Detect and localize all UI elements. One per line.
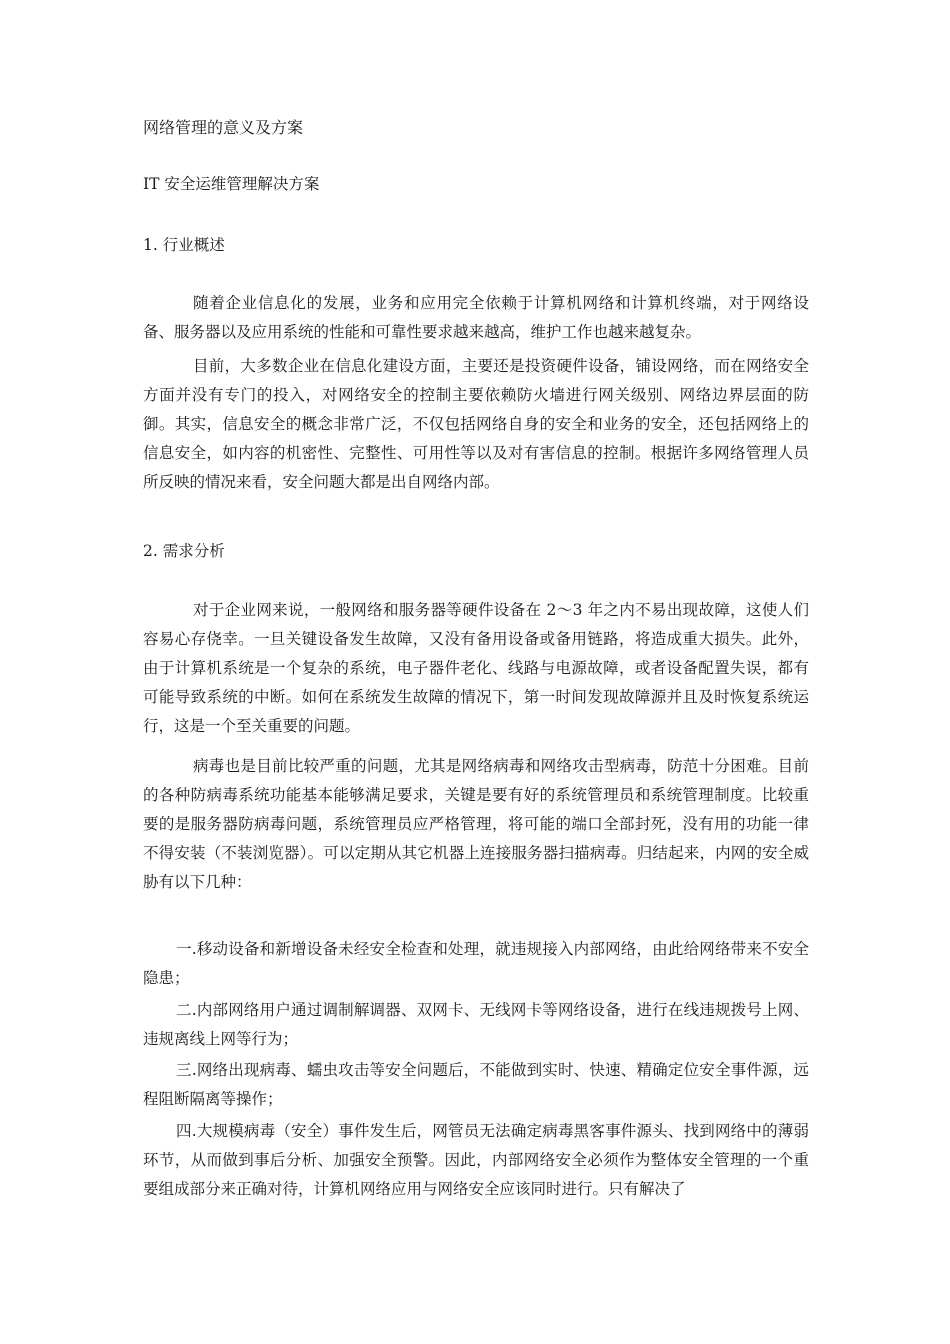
list-item: 三.网络出现病毒、蠕虫攻击等安全问题后，不能做到实时、快速、精确定位安全事件源，远程阻断隔离等操作； — [143, 1061, 809, 1108]
list-item: 四.大规模病毒（安全）事件发生后，网管员无法确定病毒黑客事件源头、找到网络中的薄弱环节，从而做到事后分析、加强安全预警。因此，内部网络安全必须作为整体安全管理的一个重要组成部分来正确对待，计算机网络应用与网络安全应该同时进行。只有解决了 — [143, 1122, 809, 1198]
paragraph: 目前，大多数企业在信息化建设方面，主要还是投资硬件设备，铺设网络，而在网络安全方面并没有专门的投入，对网络安全的控制主要依赖防火墙进行网关级别、网络边界层面的防御。其实，信息安全的概念非常广泛，不仅包括网络自身的安全和业务的安全，还包括网络上的信息安全，如内容的机密性、完整性、可用性等以及对有害信息的控制。根据许多网络管理人员所反映的情况来看，安全问题大都是出自网络内部。 — [143, 357, 809, 491]
section-heading-requirements: 2. 需求分析 — [143, 542, 225, 560]
section-heading-overview: 1. 行业概述 — [143, 236, 225, 254]
paragraph: 对于企业网来说，一般网络和服务器等硬件设备在 2～3 年之内不易出现故障，这使人们容易心存侥幸。一旦关键设备发生故障，又没有备用设备或备用链路，将造成重大损失。此外，由于计算机系统是一个复杂的系统，电子器件老化、线路与电源故障，或者设备配置失误，都有可能导致系统的中断。如何在系统发生故障的情况下，第一时间发现故障源并且及时恢复系统运行，这是一个至关重要的问题。 — [143, 601, 809, 735]
paragraph: 病毒也是目前比较严重的问题，尤其是网络病毒和网络攻击型病毒，防范十分困难。目前的各种防病毒系统功能基本能够满足要求，关键是要有好的系统管理员和系统管理制度。比较重要的是服务器防病毒问题，系统管理员应严格管理，将可能的端口全部封死，没有用的功能一律不得安装（不装浏览器）。可以定期从其它机器上连接服务器扫描病毒。归结起来，内网的安全威胁有以下几种： — [143, 757, 809, 891]
list-item: 一.移动设备和新增设备未经安全检查和处理，就违规接入内部网络，由此给网络带来不安全隐患； — [143, 940, 809, 987]
paragraph: 随着企业信息化的发展，业务和应用完全依赖于计算机网络和计算机终端，对于网络设备、服务器以及应用系统的性能和可靠性要求越来越高，维护工作也越来越复杂。 — [143, 294, 809, 341]
document-subtitle: IT 安全运维管理解决方案 — [143, 175, 320, 193]
list-item: 二.内部网络用户通过调制解调器、双网卡、无线网卡等网络设备，进行在线违规拨号上网、违规离线上网等行为； — [143, 1001, 809, 1048]
document-title: 网络管理的意义及方案 — [143, 118, 304, 137]
